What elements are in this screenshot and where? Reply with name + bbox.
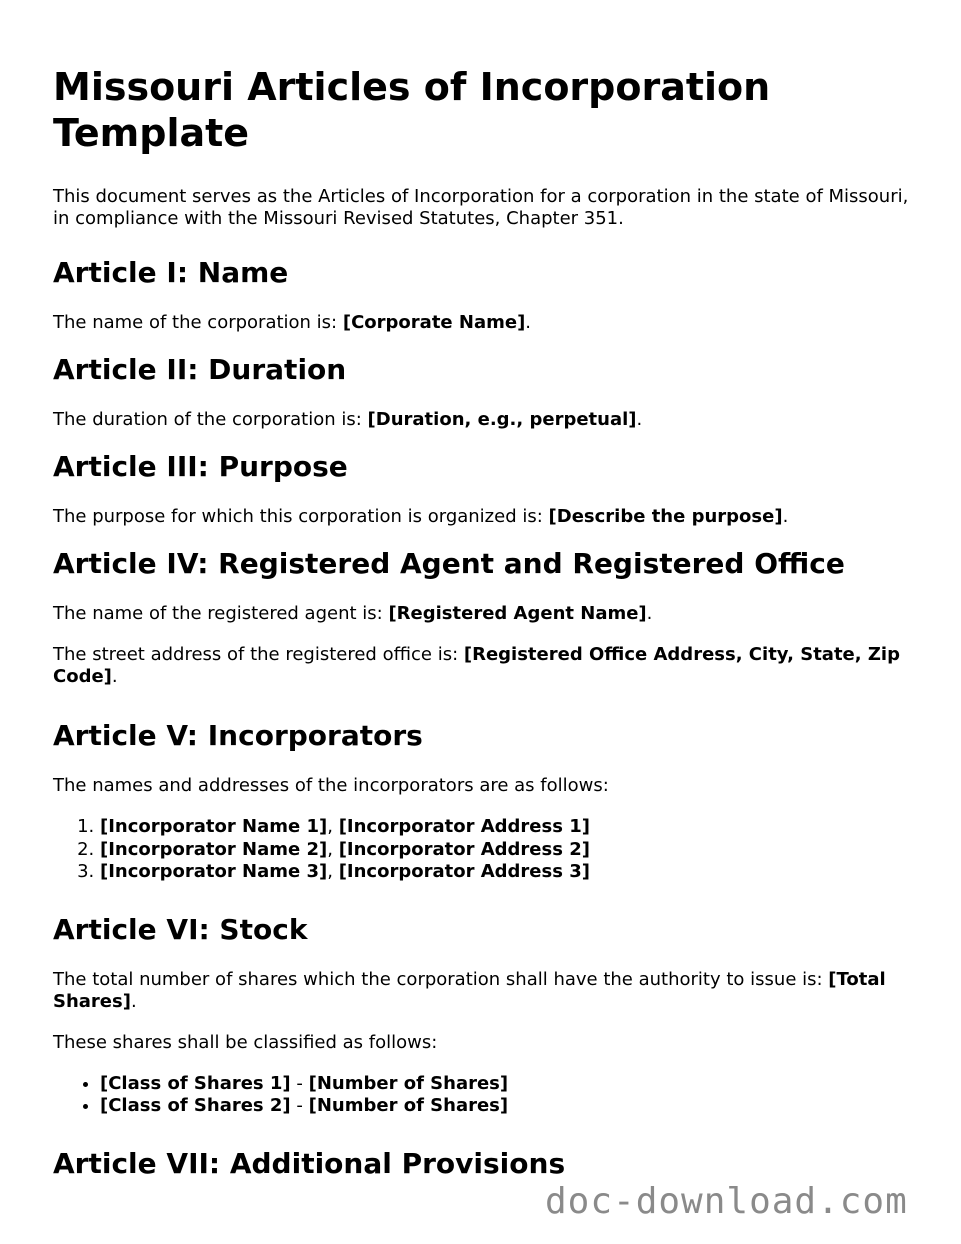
registered-office-suffix: .	[111, 666, 118, 687]
article-1-text: The name of the corporation is:	[53, 312, 343, 333]
article-5-heading: Article V: Incorporators	[53, 719, 423, 752]
total-shares-text: The total number of shares which the corporation shall have the authority to issue is:	[53, 968, 829, 990]
share-class-separator: -	[290, 1072, 309, 1094]
incorporators-list	[53, 816, 923, 884]
article-2-text: The duration of the corporation is:	[53, 409, 368, 430]
share-class-number: [Number of Shares]	[308, 1095, 509, 1116]
corporate-name-placeholder: [Corporate Name]	[342, 312, 526, 333]
article-2-heading: Article II: Duration	[53, 353, 347, 386]
classification-intro: These shares shall be classified as follows:	[53, 1031, 438, 1053]
total-shares-placeholder: [Total Shares]	[53, 968, 886, 1012]
article-3-suffix: .	[782, 506, 789, 527]
registered-agent-placeholder: [Registered Agent Name]	[388, 603, 647, 624]
registered-agent-suffix: .	[646, 603, 653, 624]
registered-office-placeholder: [Registered Office Address, City, State, Zip Code]	[53, 644, 900, 687]
incorporator-address: [Incorporator Address 2]	[338, 838, 590, 860]
total-shares-paragraph	[53, 969, 923, 1013]
incorporator-name: [Incorporator Name 3]	[100, 861, 328, 882]
incorporator-address: [Incorporator Address 3]	[338, 861, 590, 882]
article-1-heading: Article I: Name	[53, 256, 289, 289]
article-1-suffix: .	[525, 312, 532, 333]
duration-placeholder: [Duration, e.g., perpetual]	[367, 409, 637, 430]
incorporator-separator: ,	[327, 838, 339, 860]
registered-agent-text: The name of the registered agent is:	[53, 603, 389, 624]
incorporator-item	[100, 839, 923, 862]
article-3-heading: Article III: Purpose	[53, 450, 348, 483]
share-class-separator: -	[290, 1095, 309, 1116]
share-class-item	[100, 1073, 923, 1096]
article-3-text: The purpose for which this corporation is organized is:	[53, 506, 549, 527]
intro-paragraph: This document serves as the Articles of Incorporation for a corporation in the state of Missouri, in compliance with the Missouri Revised Statutes, Chapter 351.	[53, 186, 909, 229]
article-4-heading: Article IV: Registered Agent and Registered Office	[53, 547, 845, 580]
article-2-suffix: .	[636, 409, 643, 430]
incorporator-item	[100, 861, 923, 884]
share-class-name: [Class of Shares 2]	[100, 1095, 291, 1116]
incorporator-address: [Incorporator Address 1]	[338, 816, 590, 837]
document-title: Missouri Articles of Incorporation Template	[53, 65, 771, 155]
share-class-item	[100, 1095, 923, 1118]
document-page	[53, 64, 923, 1203]
article-3-paragraph	[53, 506, 923, 528]
article-1-paragraph	[53, 312, 923, 334]
incorporator-name: [Incorporator Name 2]	[100, 838, 328, 860]
incorporators-intro: The names and addresses of the incorporators are as follows:	[53, 775, 609, 796]
registered-office-paragraph	[53, 644, 923, 688]
share-classes-list	[53, 1073, 923, 1118]
incorporator-separator: ,	[327, 861, 339, 882]
article-2-paragraph	[53, 409, 923, 431]
article-6-heading: Article VI: Stock	[53, 912, 308, 946]
incorporator-separator: ,	[327, 816, 339, 837]
site-watermark: doc-download.com	[545, 1181, 908, 1222]
incorporator-item	[100, 816, 923, 839]
total-shares-suffix: .	[130, 990, 137, 1012]
purpose-placeholder: [Describe the purpose]	[548, 506, 783, 527]
article-7-heading: Article VII: Additional Provisions	[53, 1146, 566, 1180]
share-class-name: [Class of Shares 1]	[100, 1072, 291, 1094]
registered-agent-paragraph	[53, 603, 923, 625]
registered-office-text: The street address of the registered office is:	[53, 644, 464, 665]
share-class-number: [Number of Shares]	[308, 1072, 509, 1094]
incorporator-name: [Incorporator Name 1]	[100, 816, 328, 837]
